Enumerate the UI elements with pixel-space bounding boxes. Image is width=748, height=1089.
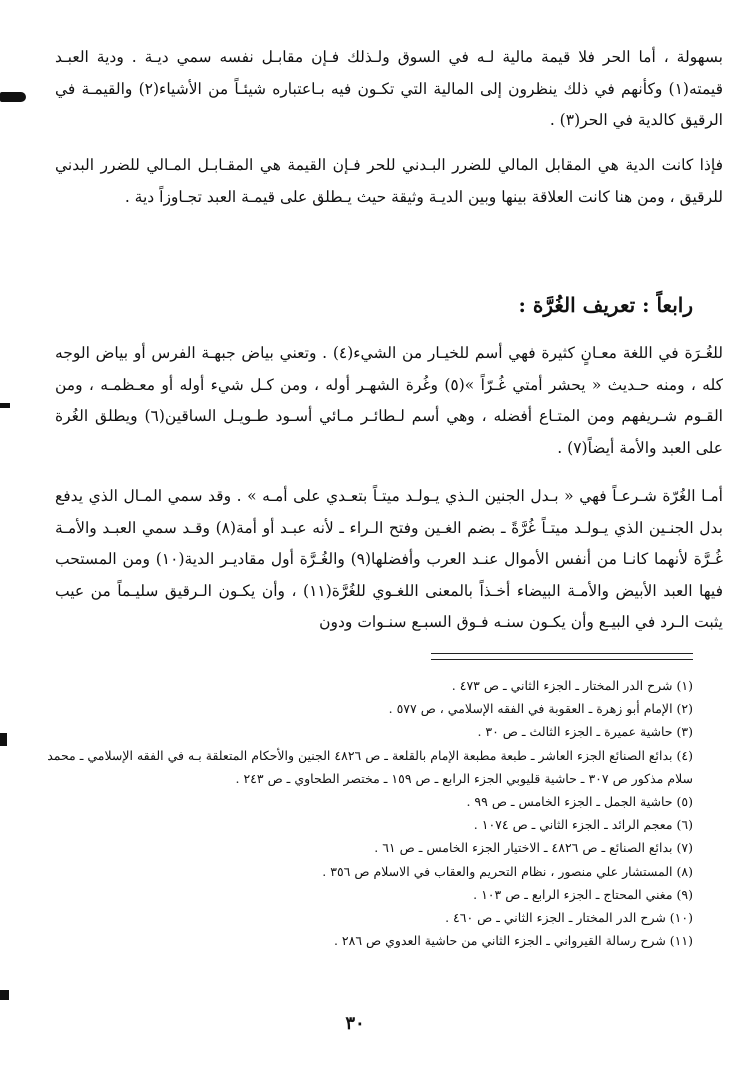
footnote-item: (٧) بدائع الصنائع ـ ص ٤٨٢٦ ـ الاختيار الجزء الخامس ـ ص ٦١ . <box>374 840 693 856</box>
footnote-item: (٩) مغني المحتاج ـ الجزء الرابع ـ ص ١٠٣ . <box>473 886 693 902</box>
scan-edge-mark <box>0 733 7 746</box>
paragraph-diya-relation: فإذا كانت الدية هي المقابل المالي للضرر البـدني للحر فـإن القيمة هي المقـابـل المـالي للضرر البدني للرقيق ، ومن هنا كانت العلاقة بينها وبين الديـة وثيقة حيث يـطلق على قيمـة العبد تجـاوزاً دية . <box>55 156 723 206</box>
scan-edge-mark <box>0 403 10 408</box>
footnote-item: (٥) حاشية الجمل ـ الجزء الخامس ـ ص ٩٩ . <box>466 794 693 810</box>
footnote-item: (٣) حاشية عميرة ـ الجزء الثالث ـ ص ٣٠ . <box>477 724 693 740</box>
section-heading: رابعاً : تعريف الغُرَّة : <box>518 293 693 317</box>
scan-edge-mark <box>0 92 26 102</box>
footnote-divider-top <box>431 653 693 654</box>
footnote-divider-bottom <box>431 659 693 660</box>
paragraph-ghurra-sharia: أمـا الغُرّة شـرعـاً فهي « بـدل الجنين الـذي يـولـد ميتـاً بتعـدي على أمـه » . وقد سمي المـال الذي يدفع بدل الجنـين الذي يـولـد ميتـاً غُرَّةً ـ بضم الغـين وفتح الـراء ـ لأنه عبـد أو أمة(٨) وقـد سمي العبـد والأمـة غُـرَّة لأنهما كانـا من أنفس الأموال عنـد العرب وأفضلها(٩) والغُـرَّة أول مقاديـر الدية(١٠) ومن المستحب فيها العبد الأبيض والأمـة البيضاء أخـذاً بالمعنى اللغـوي للغُرَّة(١١) ، وأن يكـون الـرقيق سليـماً من عيب يثبت الـرد في البيـع وأن يكـون سنـه فـوق السبـع سنـوات ودون <box>55 487 724 631</box>
footnote-item: (٢) الإمام أبو زهرة ـ العقوبة في الفقه الإسلامي ، ص ٥٧٧ . <box>388 701 693 717</box>
scan-edge-mark <box>0 990 9 1000</box>
footnote-item: (١١) شرح رسالة القيرواني ـ الجزء الثاني من حاشية العدوي ص ٢٨٦ . <box>333 933 693 949</box>
footnotes-list <box>21 674 693 952</box>
footnote-item: (٤) بدائع الصنائع الجزء العاشر ـ طبعة مطبعة الإمام بالقلعة ـ ص ٤٨٢٦ الجنين والأحكام المتعلقة بـه في الفقه الإسلامي ـ محمد سلام مذكور ص ٣٠٧ ـ حاشية قليوبي الجزء الرابع ـ ص ١٥٩ ـ مختصر الطحاوي ـ ص ٢٤٣ . <box>47 747 693 786</box>
paragraph-diya-value: بسهولة ، أما الحر فلا قيمة مالية لـه في السوق ولـذلك فـإن مقابـل نفسه سمي ديـة . ودية العبـد قيمته(١) وكأنهم في ذلك ينظرون إلى المالية التي تكـون فيه بـاعتباره شيئـاً من الأشياء(٢) والقيمـة في الرقيق كالدية في الحر(٣) . <box>55 48 724 129</box>
paragraph-ghurra-language: للغُـرَة في اللغة معـانٍ كثيرة فهي أسم للخيـار من الشيء(٤) . وتعني بياض جبهـة الفرس أو بياض الوجه كله ، ومنه حـديث « يحشر أمتي غُـرّاً »(٥) وغُرة الشهـر أوله ، ومن كـل شيء أوله أو معـظمـه ، ومن القـوم شـريفهم ومن المتـاع أفضله ، وهي أسم لـطائـر مـائي أسـود طـويـل الساقين(٦) ويطلق الغُرة على العبد والأمة أيضاً(٧) . <box>55 344 723 457</box>
footnote-item: (١) شرح الدر المختار ـ الجزء الثاني ـ ص ٤٧٣ . <box>451 678 693 693</box>
page-number: ٣٠ <box>345 1013 365 1034</box>
footnote-item: (٨) المستشار علي منصور ، نظام التحريم والعقاب في الاسلام ص ٣٥٦ . <box>322 863 693 879</box>
footnote-item: (١٠) شرح الدر المختار ـ الجزء الثاني ـ ص ٤٦٠ . <box>445 910 693 926</box>
footnote-item: (٦) معجم الرائد ـ الجزء الثاني ـ ص ١٠٧٤ . <box>473 817 693 833</box>
